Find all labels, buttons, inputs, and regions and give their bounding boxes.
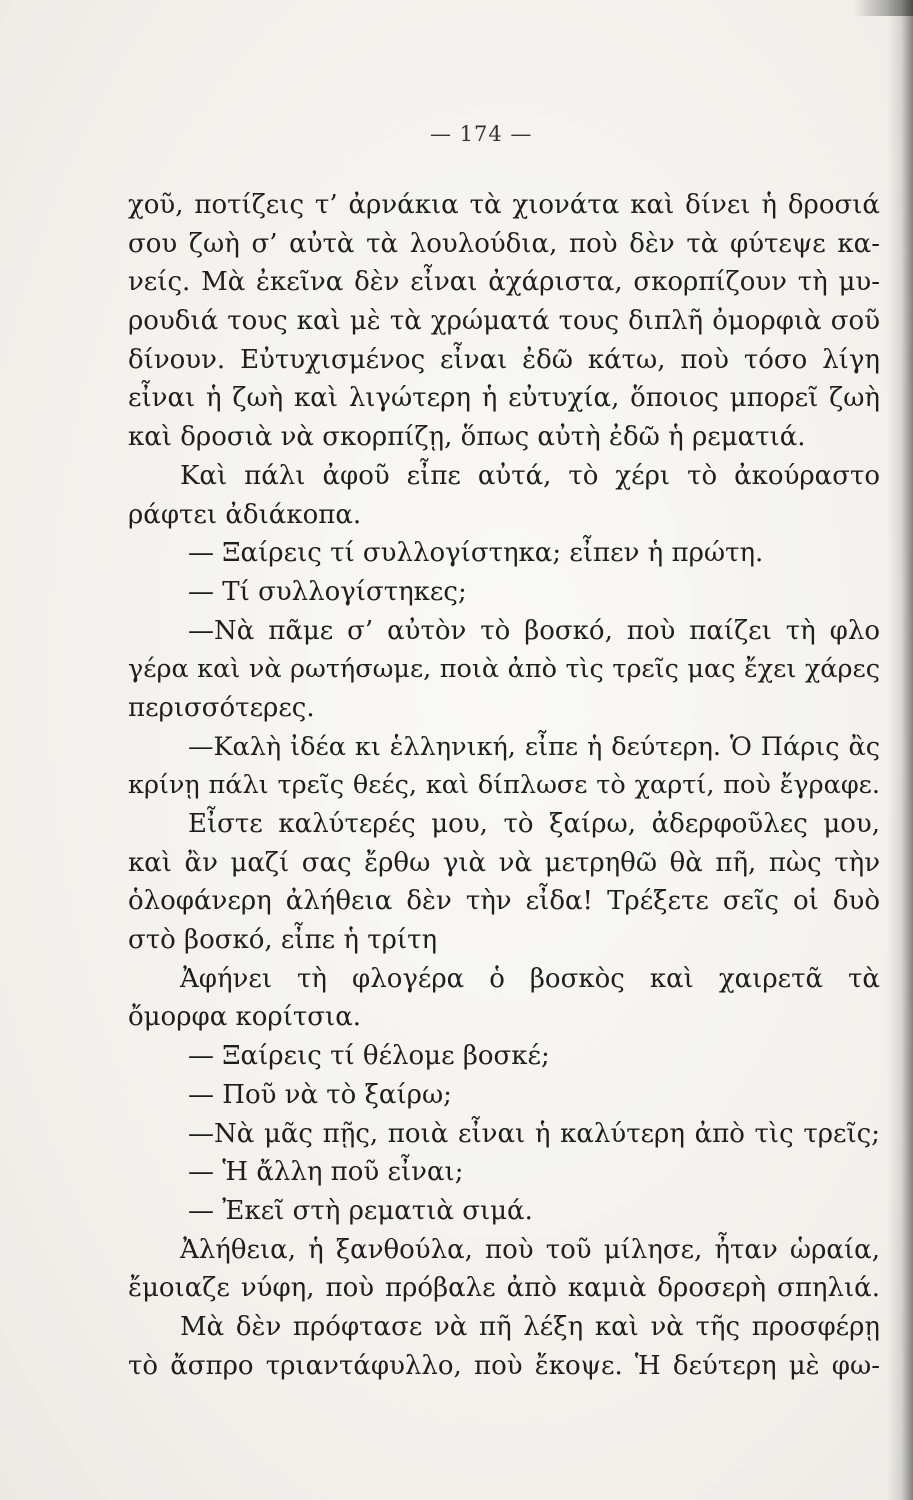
text-line: ὁλοφάνερη ἀλήθεια δὲν τὴν εἶδα! Τρέξετε σεῖς οἱ δυὸ	[128, 886, 880, 917]
body-text	[128, 186, 880, 1385]
text-line: ρουδιά τους καὶ μὲ τὰ χρώματά τους διπλῆ ὀμορφιὰ σοῦ	[128, 306, 880, 337]
text-line: περισσότερες.	[128, 692, 315, 723]
text-line: νείς. Μὰ ἐκεῖνα δὲν εἶναι ἀχάριστα, σκορπίζουν τὴ μυ-	[128, 267, 880, 298]
page-corner-shadow	[853, 0, 913, 16]
dialogue-line: — Ξαίρεις τί συλλογίστηκα; εἶπεν ἡ πρώτη.	[188, 538, 764, 569]
text-line: κρίνῃ πάλι τρεῖς θεές, καὶ δίπλωσε τὸ χαρτί, ποὺ ἔγραφε.	[128, 770, 880, 801]
text-line: Ἀφήνει τὴ φλογέρα ὁ βοσκὸς καὶ χαιρετᾶ τὰ	[180, 963, 880, 994]
dialogue-line: —Καλὴ ἰδέα κι ἑλληνική, εἶπε ἡ δεύτερη. Ὁ Πάρις ἂς	[188, 731, 880, 762]
text-line: χοῦ, ποτίζεις τ’ ἀρνάκια τὰ χιονάτα καὶ δίνει ἡ δροσιά	[128, 190, 880, 220]
dialogue-line: — Ποῦ νὰ τὸ ξαίρω;	[188, 1079, 452, 1110]
text-line: σου ζωὴ σ’ αὐτὰ τὰ λουλούδια, ποὺ δὲν τὰ φύτεψε κα-	[128, 228, 880, 259]
dialogue-line: — Ξαίρεις τί θέλομε βοσκέ;	[188, 1041, 550, 1072]
text-line: Εἶστε καλύτερές μου, τὸ ξαίρω, ἀδερφοῦλες μου,	[188, 809, 880, 839]
dialogue-line: — Ἐκεῖ στὴ ρεματιὰ σιμά.	[188, 1195, 533, 1226]
page-edge-shadow	[887, 0, 913, 1500]
dialogue-line: — Τί συλλογίστηκες;	[188, 576, 467, 607]
text-line: καὶ δροσιὰ νὰ σκορπίζῃ, ὅπως αὐτὴ ἐδῶ ἡ ρεματιά.	[128, 422, 806, 453]
page-number: — 174 —	[430, 122, 533, 146]
text-line: εἶναι ἡ ζωὴ καὶ λιγώτερη ἡ εὐτυχία, ὅποιος μπορεῖ ζωὴ	[128, 383, 880, 414]
text-line: στὸ βοσκό, εἶπε ἡ τρίτη	[128, 925, 438, 956]
text-line: Καὶ πάλι ἀφοῦ εἶπε αὐτά, τὸ χέρι τὸ ἀκούραστο	[180, 460, 880, 491]
dialogue-line: —Νὰ πᾶμε σ’ αὐτὸν τὸ βοσκό, ποὺ παίζει τὴ φλο	[188, 615, 880, 646]
dialogue-line: —Νὰ μᾶς πῇς, ποιὰ εἶναι ἡ καλύτερη ἀπὸ τὶς τρεῖς;	[188, 1118, 880, 1149]
text-line: δίνουν. Εὐτυχισμένος εἶναι ἐδῶ κάτω, ποὺ τόσο λίγη	[128, 344, 880, 375]
text-line: γέρα καὶ νὰ ρωτήσωμε, ποιὰ ἀπὸ τὶς τρεῖς μας ἔχει χάρες	[128, 654, 880, 685]
text-line: Ἀλήθεια, ἡ ξανθούλα, ποὺ τοῦ μίλησε, ἦταν ὡραία,	[180, 1234, 880, 1265]
text-line: ράφτει ἀδιάκοπα.	[128, 499, 362, 530]
text-line: τὸ ἄσπρο τριαντάφυλλο, ποὺ ἔκοψε. Ἡ δεύτερη μὲ φω-	[128, 1350, 880, 1381]
text-line: καὶ ἂν μαζί σας ἔρθω γιὰ νὰ μετρηθῶ θὰ πῆ, πὼς τὴν	[128, 847, 880, 878]
text-line: ὄμορφα κορίτσια.	[128, 1002, 362, 1033]
dialogue-line: — Ἡ ἄλλη ποῦ εἶναι;	[188, 1157, 464, 1188]
text-line: ἔμοιαζε νύφη, ποὺ πρόβαλε ἀπὸ καμιὰ δροσερὴ σπηλιά.	[128, 1273, 880, 1304]
text-line: Μὰ δὲν πρόφτασε νὰ πῆ λέξη καὶ νὰ τῆς προσφέρῃ	[180, 1311, 880, 1342]
